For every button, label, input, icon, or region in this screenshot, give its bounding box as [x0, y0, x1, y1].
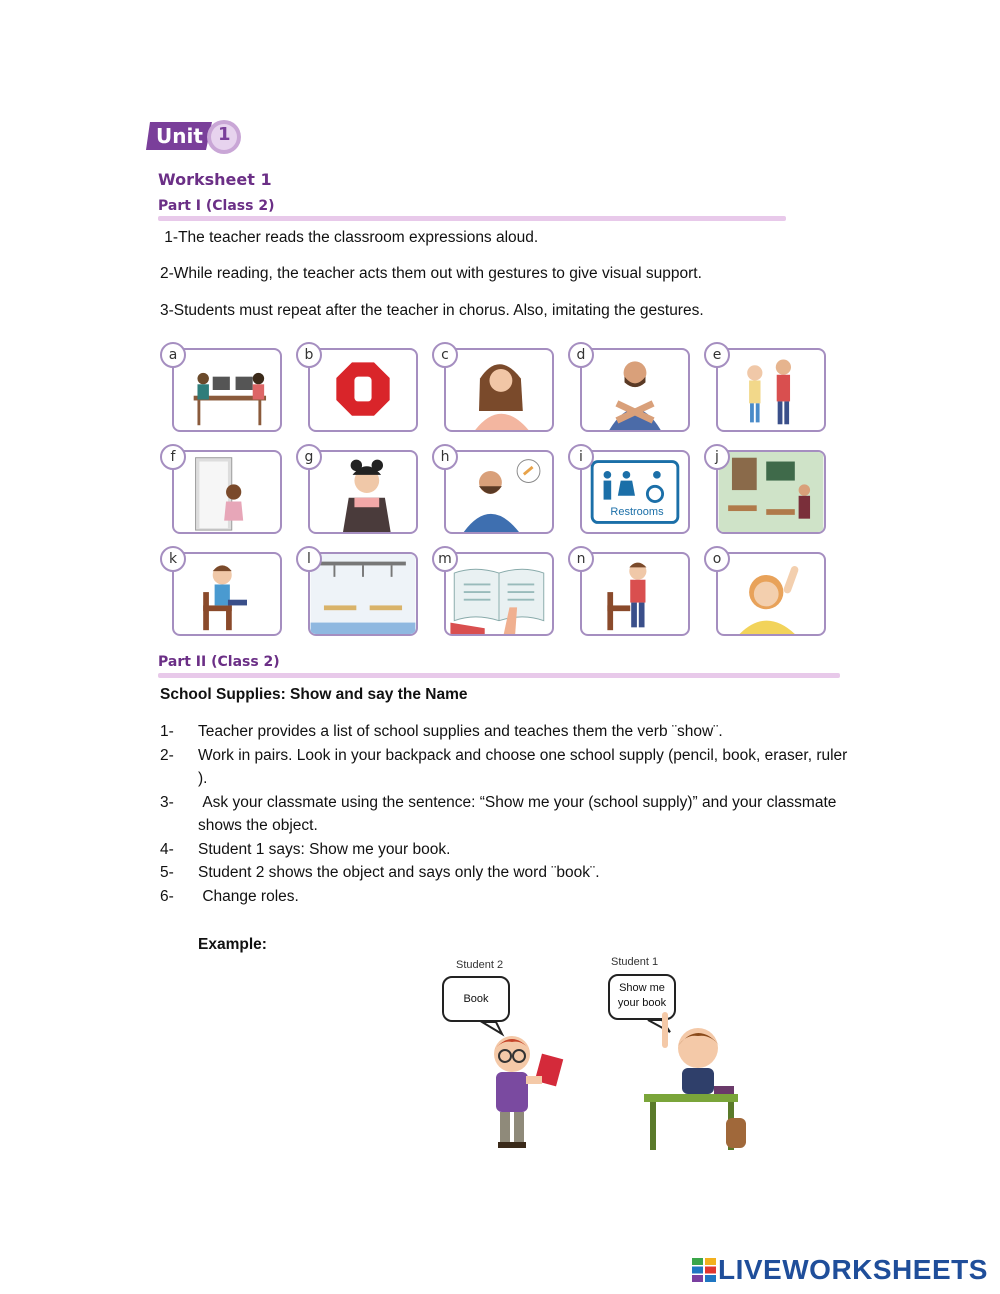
arms-crossed-man-icon [582, 350, 688, 430]
list-item [160, 720, 860, 744]
part2-steps-list [160, 720, 860, 908]
list-item [160, 744, 860, 791]
card-g [308, 450, 418, 534]
card-k [172, 552, 282, 636]
part1-title: Part I (Class 2) [158, 198, 275, 214]
card-letter: l [296, 546, 322, 572]
part2-subtitle: School Supplies: Show and say the Name [160, 686, 468, 703]
unit-badge [146, 118, 244, 156]
students-drawing-icon [430, 950, 770, 1170]
list-item [160, 791, 860, 838]
step-text: Work in pairs. Look in your backpack and choose one school supply (pencil, book, eraser, ruler ). [198, 746, 848, 787]
step-text: Student 1 says: Show me your book. [198, 840, 451, 858]
card-letter: h [432, 444, 458, 470]
step-number: 4- [160, 840, 174, 858]
boy-standing-chair-icon [582, 554, 688, 634]
boy-sitting-icon [174, 554, 280, 634]
card-letter: j [704, 444, 730, 470]
man-idea-pencil-icon [446, 452, 552, 532]
step-number: 3- [160, 793, 174, 811]
step-text: Teacher provides a list of school supplies and teaches them the verb ¨show¨. [198, 723, 723, 740]
card-letter: m [432, 546, 458, 572]
list-item [160, 861, 860, 885]
children-talking-icon [718, 350, 824, 430]
example-illustration [430, 950, 770, 1170]
card-o [716, 552, 826, 636]
card-letter: f [160, 444, 186, 470]
card-letter: e [704, 342, 730, 368]
list-item [160, 885, 860, 909]
thinking-woman-icon [446, 350, 552, 430]
card-letter: c [432, 342, 458, 368]
list-item [160, 838, 860, 862]
card-letter: i [568, 444, 594, 470]
card-letter: n [568, 546, 594, 572]
restroom-sign-icon [582, 452, 688, 532]
unit-label: Unit [156, 124, 203, 148]
stop-sign-icon [310, 350, 416, 430]
card-m [444, 552, 554, 636]
instruction-2: 2-While reading, the teacher acts them out with gestures to give visual support. [160, 265, 702, 282]
liveworksheets-grid-icon [692, 1258, 716, 1282]
step-number: 5- [160, 864, 174, 881]
student1-bubble-line2: your book [617, 997, 667, 1009]
step-text: Student 2 shows the object and says only the word ¨book¨. [198, 864, 600, 881]
liveworksheets-logo [692, 1254, 988, 1286]
part2-divider [158, 673, 840, 678]
girl-listening-icon [310, 452, 416, 532]
empty-classroom-icon [310, 554, 416, 634]
step-text: Ask your classmate using the sentence: “Show me your (school supply)” and your classmate shows the object. [198, 793, 841, 834]
card-letter: b [296, 342, 322, 368]
card-c [444, 348, 554, 432]
card-i [580, 450, 690, 534]
card-letter: o [704, 546, 730, 572]
instruction-3: 3-Students must repeat after the teacher in chorus. Also, imitating the gestures. [160, 302, 704, 319]
step-number: 2- [160, 746, 174, 764]
restroom-sign-text: Restrooms [610, 506, 664, 518]
card-letter: a [160, 342, 186, 368]
card-e [716, 348, 826, 432]
student2-label: Student 2 [456, 959, 504, 971]
student1-label: Student 1 [611, 956, 659, 968]
student1-bubble-line1: Show me [619, 982, 665, 994]
card-a [172, 348, 282, 432]
part1-divider [158, 216, 786, 221]
card-letter: d [568, 342, 594, 368]
step-number: 6- [160, 887, 174, 905]
expression-picture-grid [158, 340, 824, 640]
classroom-scene-icon [718, 452, 824, 532]
card-d [580, 348, 690, 432]
student2-bubble-text: Book [463, 993, 489, 1005]
girl-raising-hand-icon [718, 554, 824, 634]
card-b [308, 348, 418, 432]
worksheet-title: Worksheet 1 [158, 170, 272, 189]
office-desk-scene-icon [174, 350, 280, 430]
card-h [444, 450, 554, 534]
open-book-icon [446, 554, 552, 634]
liveworksheets-wordmark: LIVEWORKSHEETS [718, 1254, 988, 1285]
girl-at-door-icon [174, 452, 280, 532]
unit-number: 1 [218, 124, 231, 145]
step-text: Change roles. [198, 887, 299, 905]
card-j [716, 450, 826, 534]
card-l [308, 552, 418, 636]
instruction-1: 1-The teacher reads the classroom expressions aloud. [160, 229, 539, 246]
part2-title: Part II (Class 2) [158, 654, 280, 670]
step-number: 1- [160, 723, 174, 740]
card-n [580, 552, 690, 636]
card-f [172, 450, 282, 534]
card-letter: g [296, 444, 322, 470]
card-letter: k [160, 546, 186, 572]
example-label: Example: [198, 936, 267, 953]
